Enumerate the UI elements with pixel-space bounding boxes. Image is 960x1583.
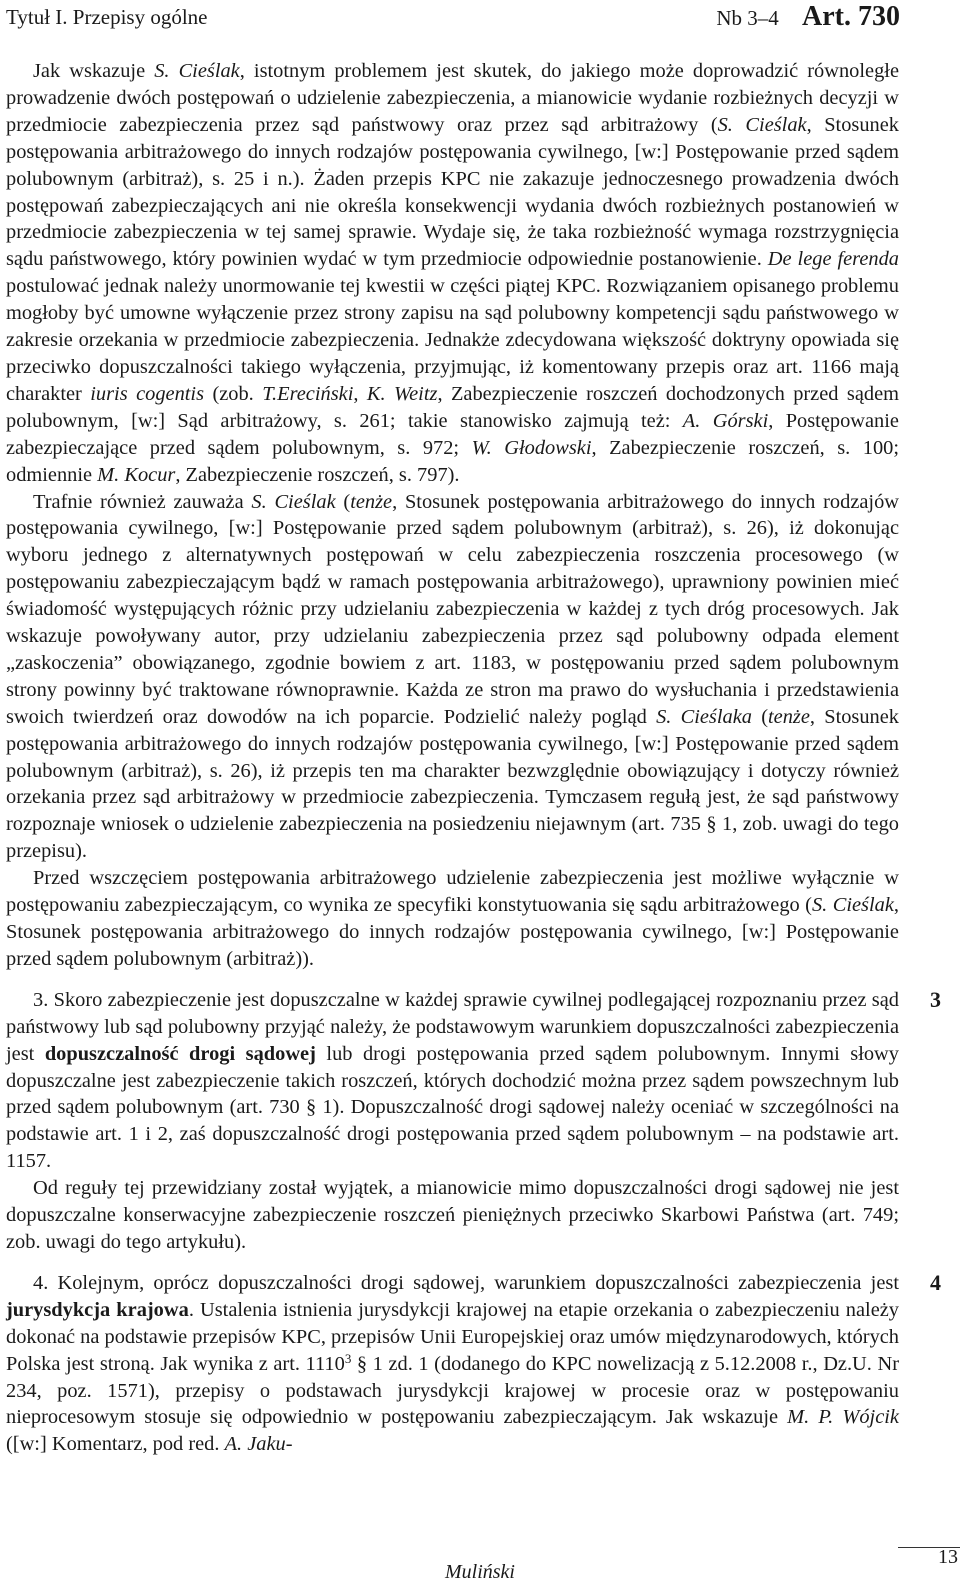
paragraph: Przed wszczęciem postępowania arbitrażowego udzielenie zabezpieczenia jest możliwe wyłącznie w postępowaniu zabezpieczającym, co wynika ze specyfiki konstytuowania się sądu arbitrażowego (S. Cieślak, Stosunek postępowania arbitrażowego do innych rodzajów postępowania cywilnego, [w:] Postępowanie przed sądem polubownym (arbitraż)).	[6, 867, 899, 970]
paragraph: Od reguły tej przewidziany został wyjątek, a mianowicie mimo dopuszczalności drogi sądowej nie jest dopuszczalne konserwacyjne zabezpieczenie roszczeń pieniężnych przeciwko Skarbowi Państwa (art. 749; zob. uwagi do tego artykułu).	[6, 1177, 899, 1253]
paragraph: Trafnie również zauważa S. Cieślak (tenże, Stosunek postępowania arbitrażowego do innych rodzajów postępowania cywilnego, [w:] Postępowanie przed sądem polubownym (arbitraż), s. 26), iż dokonując wyboru jednego z alternatywnych postępowań w celu zabezpieczenia roszczenia procesowego (w postępowaniu zabezpieczającym bądź w ramach postępowania arbitrażowego), uprawniony powinien mieć świadomość występujących różnic przy udzielaniu zabezpieczenia w każdej z tych dróg procesowych. Jak wskazuje powoływany autor, przy udzielaniu zabezpieczenia przez sąd polubowny odpada element „zaskoczenia” obowiązanego, zgodnie bowiem z art. 1183, w postępowaniu przed sądem polubownym strony powinny być traktowane równoprawnie. Każda ze stron ma prawo do wysłuchania i przedstawienia swoich twierdzeń oraz dowodów na ich poparcie. Podzielić należy pogląd S. Cieślaka (tenże, Stosunek postępowania arbitrażowego do innych rodzajów postępowania cywilnego, [w:] Postępowanie przed sądem polubownym (arbitraż), s. 26), iż przepis ten ma charakter bezwzględnie obowiązujący i dotyczy również orzekania przez sąd arbitrażowy w przedmiocie zabezpieczenia. Tymczasem regułą jest, że sąd państwowy rozpoznaje wniosek o udzielenie zabezpieczenia na posiedzeniu niejawnym (art. 735 § 1, zob. uwagi do tego przepisu).	[6, 490, 900, 863]
section-3-paragraph: 3 3. Skoro zabezpieczenie jest dopuszczalne w każdej sprawie cywilnej podlegającej rozpoznaniu przez sąd państwowy lub sąd polubowny przyjąć należy, że podstawowym warunkiem dopuszczalności zabezpieczenia jest dopuszczalność drogi sądowej lub drogi postępowania przed sądem polubownym. Innymi słowy dopuszczalne jest zabezpieczenie takich roszczeń, których dochodzić można przez sądem powszechnym lub przed sądem polubownym (art. 730 § 1). Dopuszczalność drogi sądowej należy oceniać w szczególności na podstawie art. 1 i 2, zaś dopuszczalność drogi postępowania przed sądem polubownym – na podstawie art. 1157.	[6, 986, 941, 1173]
author-name: M. Kocur	[97, 463, 176, 486]
margin-number: 3	[930, 986, 941, 1012]
author-name: T.Ereciński	[262, 382, 354, 405]
author-name: S. Cieślak	[154, 60, 240, 82]
author-name: A. Górski	[682, 409, 769, 432]
author-name: A. Jaku-	[224, 1433, 293, 1456]
chapter-title: Tytuł I. Przepisy ogólne	[6, 5, 208, 29]
superscript: 3	[344, 1350, 352, 1366]
author-name: S. Cieślak	[811, 894, 894, 917]
footer-author: Muliński	[445, 1561, 515, 1583]
author-name: K. Weitz	[366, 382, 438, 405]
section-4-paragraph: 4 4. Kolejnym, oprócz dopuszczalności drogi sądowej, warunkiem dopuszczalności zabezpieczenia jest jurysdykcja krajowa. Ustalenia istnienia jurysdykcji krajowej na etapie orzekania o zabezpieczeniu należy dokonać na podstawie przepisów KPC, przepisów Unii Europejskiej oraz umów międzynarodowych, których Polska jest stroną. Jak wynika z art. 1110$^3$ § 1 zd. 1 (dodanego do KPC nowelizacją z 5.12.2008 r., Dz.U. Nr 234, poz. 1571), przepisy o podstawach jurysdykcji krajowej w procesie oraz w postępowaniu nieprocesowym stosuje się odpowiednio w postępowaniu zabezpieczającym. Jak wskazuje M. P. Wójcik ([w:] Komentarz, pod red. A. Jaku-	[6, 1269, 941, 1456]
author-name: tenże	[767, 705, 810, 728]
header-refs	[716, 2, 900, 33]
author-name: S. Cieślak	[251, 490, 336, 513]
author-name: S. Cieślaka	[656, 705, 752, 728]
key-term: jurysdykcja krajowa	[6, 1298, 189, 1321]
running-header	[6, 2, 900, 32]
commentary-body	[6, 58, 941, 1458]
article-number: Art. 730	[802, 1, 900, 32]
author-name: M. P. Wójcik	[787, 1406, 899, 1429]
key-term: dopuszczalność drogi sądowej	[44, 1042, 316, 1065]
author-name: W. Głodowski	[471, 436, 592, 459]
paragraph: Jak wskazuje S. Cieślak, istotnym problemem jest skutek, do jakiego może doprowadzić równoległe prowadzenie dwóch postępowań o udzielenie zabezpieczenia, a mianowicie wydanie rozbieżnych decyzji w przedmiocie zabezpieczenia przez sąd państwowy oraz przez sąd arbitrażowy (S. Cieślak, Stosunek postępowania arbitrażowego do innych rodzajów postępowania cywilnego, [w:] Postępowanie przed sądem polubownym (arbitraż), s. 25 i n.). Żaden przepis KPC nie zakazuje jednoczesnego prowadzenia dwóch postępowań zabezpieczających ani nie określa konsekwencji wydania dwóch rozbieżnych postanowień w przedmiocie zabezpieczenia w tej samej sprawie. Wydaje się, że taka rozbieżność wymaga rozstrzygnięcia sądu państwowego, który powinien wydać w tym przedmiocie odpowiednie postanowienie. De lege ferenda postulować jednak należy unormowanie tej kwestii w części piątej KPC. Rozwiązaniem opisanego problemu mogłoby być umowne wyłączenie przez strony zapisu na sąd polubowny kompetencji sądu państwowego w zakresie orzekania w przedmiocie zabezpieczenia. Jednakże zdecydowana większość doktryny opowiada się przeciwko dopuszczalności takiego wyłączenia, przyjmując, iż komentowany przepis oraz art. 1166 mają charakter iuris cogentis (zob. T.Ereciński, K. Weitz, Zabezpieczenie roszczeń dochodzonych przed sądem polubownym, [w:] Sąd arbitrażowy, s. 261; takie stanowisko zajmują też: A. Górski, Postępowanie zabezpieczające przed sądem polubownym, s. 972; W. Głodowski, Zabezpieczenie roszczeń, s. 100; odmiennie M. Kocur, Zabezpieczenie roszczeń, s. 797).	[6, 60, 900, 486]
author-name: S. Cieślak	[717, 113, 807, 136]
margin-number: 4	[930, 1269, 941, 1295]
latin-phrase: iuris cogentis	[90, 382, 205, 405]
author-name: tenże	[350, 490, 393, 513]
latin-phrase: De lege ferenda	[767, 248, 899, 271]
margin-numbers-range: Nb 3–4	[716, 6, 779, 30]
page-number: 13	[938, 1546, 958, 1568]
